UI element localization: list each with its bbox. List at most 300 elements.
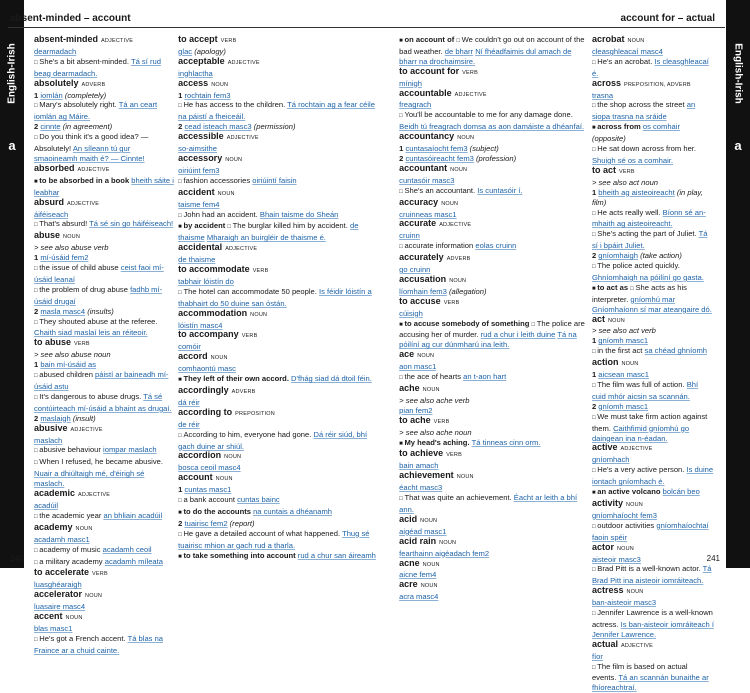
part-of-speech: ADVERB [446,256,471,263]
dictionary-headword-line [592,358,714,370]
irish-translation: D'fhág siad dá dtoil féin. [291,374,372,384]
dictionary-sense-line [592,178,714,188]
dictionary-sense-line [34,57,174,79]
part-of-speech: NOUN [627,38,645,44]
irish-translation: na cuntais a dhéanamh [253,506,333,516]
irish-translation: acadamh masc1 [34,534,90,544]
part-of-speech: NOUN [217,190,235,197]
part-of-speech: NOUN [65,615,83,622]
irish-translation: Is féidir lóistín a thabhairt do 50 duine san óstán. [178,286,372,308]
dictionary-headword-line [592,499,714,511]
irish-translation: Caithfimid gníomhú go daingean ina n-éadan. [591,423,690,443]
irish-translation: Tá blas na Fraince ar a chuid cainte. [34,633,164,655]
example-english: He has access to the children. [183,100,288,110]
irish-translation: aicsean masc1 [598,370,649,380]
headword: to accelerate [34,567,90,578]
example-english: He's an acrobat. [597,56,655,66]
sense-number: 1 [34,360,41,370]
part-of-speech: VERB [433,418,450,425]
headword: to abuse [34,337,72,348]
phrase: to accuse somebody of something [404,318,532,328]
phrase: an active volcano [597,487,663,497]
dictionary-headword-line [178,309,383,321]
headword: accurately [399,252,444,263]
example-english: It's dangerous to abuse drugs. [39,391,144,401]
irish-translation: bolcán beo [662,487,700,497]
headword: act [591,313,605,324]
example-bullet: □ [34,394,40,401]
sense-number: 2 [34,306,41,316]
irish-translation: Bíonn sé an-mhaith ag aisteoireacht. [591,207,706,229]
dictionary-headword-line [34,424,174,436]
irish-translation: bain amach [399,461,439,471]
dictionary-sense-line [178,495,383,507]
dictionary-sense-line [178,551,383,563]
dictionary-sense-line [34,545,174,557]
irish-translation: dá réir [178,397,200,407]
sense-number: 2 [591,251,599,261]
dictionary-headword-line [34,35,174,47]
example-bullet: □ [178,212,184,219]
dictionary-sense-line [34,317,174,339]
headword: accountable [399,87,452,98]
dictionary-sense-line [592,47,714,57]
headword: action [591,357,619,368]
example-bullet: □ [456,38,462,44]
irish-translation: Is duine iontach gníomhach é. [591,465,714,487]
irish-translation: cuntas bainc [237,495,280,505]
irish-translation: Tá rochtain ag a fear céile na páistí a fheiceáil. [178,100,375,122]
dictionary-sense-line [178,430,383,452]
headword: accord [178,351,208,362]
dictionary-sense-line [399,309,588,319]
example-bullet: □ [34,135,40,142]
phrase-bullet: ■ [34,178,40,185]
example-english: Do you think it's a good idea? — Absolutely! [34,132,149,154]
example-english: the academic year [39,510,104,520]
part-of-speech: ADJECTIVE [439,222,472,229]
part-of-speech: ADJECTIVE [77,166,110,173]
headword: accessory [178,152,223,163]
irish-translation: Tá sé sin go háiféiseach! [89,219,174,229]
dictionary-headword-line [34,489,174,501]
part-of-speech: ADJECTIVE [620,642,654,649]
left-edge-bar [0,0,24,568]
part-of-speech: PREPOSITION, ADVERB [623,81,691,88]
example-english: They shouted abuse at the referee. [39,316,158,326]
headword: academy [34,521,73,532]
dictionary-sense-line [34,132,174,164]
dictionary-headword-line [178,154,383,166]
sense-number: 2 [178,122,185,132]
dictionary-sense-line [592,100,714,122]
headword: abusive [34,422,68,433]
dictionary-sense-line [399,319,588,351]
cross-reference: > see also act noun [591,177,659,187]
usage-note: (apology) [192,46,226,56]
dictionary-sense-line [178,166,383,176]
example-bullet: □ [34,319,40,326]
part-of-speech: NOUN [422,387,440,393]
headword: abuse [34,230,61,241]
irish-translation: líomhain fem3 [399,286,447,296]
irish-translation: inghlactha [178,68,213,78]
example-bullet: □ [591,414,598,421]
part-of-speech: NOUN [422,561,440,568]
dictionary-sense-line [399,176,588,186]
irish-translation: bheith ag aisteoireacht [598,187,675,197]
example-bullet: □ [591,664,598,671]
example-bullet: □ [227,224,233,231]
part-of-speech: ADJECTIVE [67,200,100,207]
dictionary-headword-line [34,338,174,350]
part-of-speech: NOUN [441,200,459,207]
dictionary-sense-line [399,493,588,515]
dictionary-sense-line [178,485,383,495]
irish-translation: Tá an ceart iomlán ag Máire. [34,100,158,122]
part-of-speech: VERB [618,168,635,175]
dictionary-sense-line [592,564,714,586]
dictionary-sense-line [178,91,383,101]
headword: to act [591,164,616,175]
irish-translation: an siopa trasna na sráide [591,100,696,122]
page-number-right: 241 [706,554,720,563]
usage-note: (subject) [467,144,499,154]
example-bullet: □ [630,285,636,292]
headword: to account for [399,65,460,76]
irish-translation: tabhair lóistín do [178,276,234,286]
dictionary-headword-line [399,253,588,265]
irish-translation: Nuair a dhiúltaigh mé, d'éirigh sé maslach. [34,469,145,489]
irish-translation: gníomhaíocht fem3 [591,510,657,520]
part-of-speech: ADJECTIVE [78,492,111,499]
dictionary-headword-line [178,451,383,463]
part-of-speech: NOUN [607,317,625,324]
part-of-speech: NOUN [224,454,242,461]
part-of-speech: ADJECTIVE [101,38,134,44]
part-of-speech: NOUN [211,81,229,88]
dictionary-sense-line [34,122,174,132]
dictionary-sense-line [399,362,588,372]
irish-translation: mínigh [399,78,422,88]
column-1 [34,34,178,655]
dictionary-headword-line [399,132,588,144]
part-of-speech: NOUN [250,311,268,318]
part-of-speech: VERB [220,38,237,44]
example-english: outdoor activities [597,520,657,530]
irish-translation: páistí ar baineadh mí-úsáid astu [34,370,169,391]
example-bullet: □ [34,373,40,380]
headword: accordingly [178,385,229,395]
irish-translation: Is cleasghleacaí é. [591,56,709,78]
part-of-speech: NOUN [85,593,103,600]
dictionary-sense-line [592,598,714,608]
irish-translation: dearmadach [34,46,77,56]
headword: acceptable [178,55,225,66]
dictionary-sense-line [592,511,714,521]
example-english: The hotel can accommodate 50 people. [183,286,319,296]
irish-translation: glac [178,46,193,56]
dictionary-sense-line [592,336,714,346]
usage-note: (report) [227,518,255,528]
sense-number: 2 [591,401,599,411]
headword: to accommodate [178,264,250,275]
dictionary-sense-line [178,364,383,374]
headword: accessible [178,131,224,142]
dictionary-sense-line [592,91,714,101]
dictionary-headword-line [399,89,588,101]
irish-translation: oiriúint fem3 [178,165,220,175]
usage-note: (insult) [70,413,96,423]
dictionary-headword-line [34,79,174,91]
irish-translation: lóistín masc4 [178,320,223,330]
dictionary-headword-line [178,386,383,398]
part-of-speech: NOUN [626,589,644,596]
irish-translation: Tá tinneas cinn orm. [471,437,541,447]
dictionary-headword-line [399,198,588,210]
headword: acrobat [591,34,625,44]
example-english: the issue of child abuse [39,263,121,273]
example-english: academy of music [39,544,103,554]
example-bullet: □ [34,559,40,566]
example-english: She's a bit absent-minded. [39,56,131,66]
dictionary-sense-line [34,285,174,307]
example-bullet: □ [34,103,40,110]
example-english: You'll be accountable to me for any damage done. [404,110,573,120]
irish-translation: fearthainn aigéadach fem2 [399,548,490,558]
dictionary-sense-line [592,555,714,565]
headword: accordion [178,450,222,461]
headword: according to [178,406,233,417]
sense-number: 2 [178,518,185,528]
sense-number: 2 [399,153,406,163]
usage-note: (allegation) [446,286,487,296]
irish-translation: de thaisme [178,221,359,243]
example-english: Jennifer Lawrence is a well-known actress. [591,608,713,629]
usage-note: (opposite) [591,134,626,144]
dictionary-sense-line [592,208,714,230]
phrase-bullet: ■ [178,509,184,516]
dictionary-headword-line [34,590,174,602]
example-bullet: □ [399,496,405,503]
headword: to accompany [178,329,239,340]
sense-number: 1 [591,370,599,380]
example-english: He sat down across from her. [597,144,697,154]
dictionary-sense-line [592,662,714,693]
dictionary-sense-line [592,57,714,79]
dictionary-sense-line [592,144,714,166]
dictionary-sense-line [34,624,174,634]
dictionary-headword-line [178,132,383,144]
example-bullet: □ [591,567,598,574]
irish-translation: gníomhach [591,455,630,465]
phrase-bullet: ■ [178,377,184,384]
dictionary-sense-line [34,210,174,220]
dictionary-headword-line [399,350,588,362]
phrase: to take something into account [183,550,298,560]
dictionary-headword-line [34,568,174,580]
dictionary-headword-line [34,164,174,176]
irish-translation: cuntasóireacht fem3 [405,153,474,163]
page-number-left: 240 [10,554,24,563]
irish-translation: blas masc1 [34,623,73,633]
example-english: According to him, everyone had gone. [183,429,314,439]
example-english: He's a very active person. [597,465,687,475]
example-bullet: □ [34,513,40,520]
irish-translation: freagrach [399,100,432,110]
dictionary-sense-line [399,396,588,406]
part-of-speech: VERB [462,69,478,76]
example-english: The police are accusing her of murder. [399,318,585,340]
example-english: in the first act [597,346,645,356]
phrase: They left of their own accord. [183,374,292,384]
example-english: That's absurd! [39,219,90,229]
dictionary-sense-line [592,608,714,640]
irish-translation: aicne fem4 [399,570,437,580]
dictionary-headword-line [592,79,714,91]
headword: accent [34,611,63,622]
irish-translation: maslaigh [40,413,71,423]
dictionary-sense-line [399,110,588,132]
headword: acne [399,557,420,568]
headword: accommodation [178,307,248,318]
irish-translation: gníomhú mar [630,294,676,304]
dictionary-sense-line [34,47,174,57]
example-bullet: □ [178,103,184,110]
example-english: That was quite an achievement. [404,493,514,503]
headword: accountancy [399,131,455,142]
phrase: across from [597,122,643,132]
left-running-head: absent-minded – account [10,13,131,24]
example-bullet: □ [399,244,405,251]
irish-translation: trasna [591,90,614,100]
headword: to accept [178,34,218,44]
part-of-speech: NOUN [621,361,639,368]
part-of-speech: ADJECTIVE [454,91,487,98]
dictionary-sense-line [592,380,714,402]
phrase: My head's aching. [404,437,472,447]
example-english: abused children [39,370,96,380]
example-bullet: □ [591,232,598,239]
dictionary-headword-line [399,67,588,79]
headword: active [591,442,618,453]
example-english: accurate information [404,241,476,251]
irish-translation: taisme fem4 [178,199,220,209]
dictionary-sense-line [592,261,714,283]
part-of-speech: ADJECTIVE [70,426,103,433]
example-english: the problem of drug abuse [39,284,131,294]
headword: accountant [399,162,448,173]
sense-number: 1 [591,336,599,346]
example-english: The burglar killed him by accident. [232,221,350,231]
headword: absorbed [34,162,75,173]
dictionary-headword-line [592,166,714,178]
dictionary-sense-line [399,35,588,67]
usage-note: (in play, film) [591,187,703,207]
irish-translation: cuntasóir masc3 [399,175,455,185]
dictionary-sense-line [592,283,714,315]
part-of-speech: ADJECTIVE [225,246,258,253]
example-bullet: □ [399,113,405,120]
example-bullet: □ [178,178,184,185]
phrase-bullet: ■ [399,440,405,447]
sense-number: 1 [34,253,41,263]
irish-translation: acadamh míleata [104,556,163,566]
irish-translation: ceist faoi mí-úsáid leanaí [34,263,164,284]
example-english: He gave a detailed account of what happened. [183,528,343,538]
dictionary-sense-line [178,287,383,309]
irish-translation: aon masc1 [399,362,437,372]
dictionary-headword-line [399,559,588,571]
dictionary-headword-line [399,471,588,483]
irish-translation: Tá sé contúirteach mí-úsáid a bhaint as drugaí. [34,391,172,413]
phrase-bullet: ■ [399,321,405,328]
usage-note: (insults) [85,306,114,316]
irish-translation: rud a chur san áireamh [297,550,376,560]
dictionary-sense-line [34,253,174,263]
irish-translation: cuntasaíocht fem3 [405,144,468,154]
dictionary-sense-line [399,570,588,580]
left-letter-tab: a [0,136,24,158]
part-of-speech: PREPOSITION [235,410,275,417]
dictionary-sense-line [34,445,174,457]
dictionary-sense-line [34,634,174,656]
irish-translation: fíor [591,651,603,661]
dictionary-sense-line [34,392,174,414]
dictionary-sense-line [178,420,383,430]
phrase-bullet: ■ [178,224,184,231]
part-of-speech: NOUN [457,135,475,142]
irish-translation: cúisigh [399,308,423,318]
part-of-speech: VERB [92,571,108,578]
dictionary-sense-line [34,436,174,446]
dictionary-sense-line [592,465,714,487]
headword: acid rain [399,535,437,546]
irish-translation: iompar maslach [103,445,157,455]
dictionary-sense-line [178,221,383,243]
example-english: the shop across the street [597,100,687,110]
sense-number: 1 [591,187,599,197]
dictionary-sense-line [592,229,714,251]
dictionary-headword-line [178,79,383,91]
dictionary-headword-line [178,35,383,47]
dictionary-sense-line [399,428,588,438]
part-of-speech: VERB [443,299,460,306]
dictionary-sense-line [592,402,714,412]
example-english: When I refused, he became abusive. [39,457,163,467]
dictionary-headword-line [178,57,383,69]
irish-translation: Ní fhéadfaimis dul amach de bharr na drochaimsire. [399,46,572,66]
dictionary-headword-line [399,580,588,592]
part-of-speech: NOUN [63,234,81,241]
dictionary-sense-line [399,100,588,110]
headword: academic [34,488,76,499]
headword: accidental [178,242,223,253]
irish-translation: cuntas masc1 [184,485,232,495]
example-bullet: □ [178,498,184,505]
irish-translation: oiriúintí faisin [252,175,297,185]
headword: accuracy [399,196,439,207]
dictionary-sense-line [399,231,588,241]
irish-translation: de réir [178,419,200,429]
irish-translation: Tá sí rud beag dearmadach. [34,56,161,78]
part-of-speech: NOUN [75,525,93,532]
dictionary-headword-line [178,243,383,255]
irish-translation: iomlán [40,90,63,100]
left-edge-label: English-Irish [6,43,18,104]
irish-translation: Tá sí i bpáirt Juliet. [591,229,708,251]
example-bullet: □ [34,448,40,455]
